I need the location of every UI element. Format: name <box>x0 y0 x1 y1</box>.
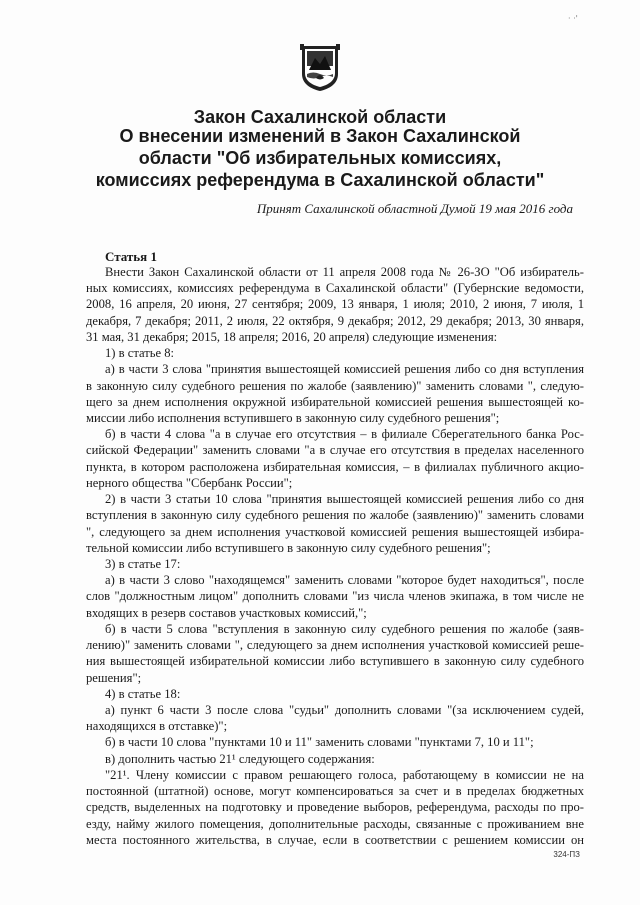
body-line: 31 мая, 31 декабря; 2015, 18 апреля; 2016, 20 апреля) следующие изменения: <box>86 329 498 344</box>
body-line: сийской Федерации" заменить словами "а в случае его отсутствия в пределах населенного <box>86 443 584 458</box>
body-line: миссии либо исполнения вступившего в законную силу судебного решения"; <box>86 411 500 425</box>
body-line: 2) в части 3 статьи 10 слова "принятия вышестоящей комиссией решения либо со дня <box>105 492 584 507</box>
body-line: лению)" заменить словами ", следующего за днем исполнения участковой комиссией реше- <box>86 638 584 653</box>
body-line: решения"; <box>86 670 142 685</box>
body-line: ", следующего за днем исполнения участковой комиссией решения вышестоящей избира- <box>86 524 584 539</box>
body-line: 1) в статье 8: <box>105 346 175 361</box>
body-line: входящих в резерв составов участковых комиссий,"; <box>86 605 367 620</box>
body-line: а) в части 3 слово "находящемся" заменить словами "которое будет находиться", после <box>105 573 584 588</box>
body-line: пункта, в котором расположена избирательная комиссия, – в филиалах публичного акцио- <box>86 459 584 474</box>
body-line: ния вышестоящей избирательной комиссии либо вступившего в законную силу судебного <box>86 654 584 669</box>
body-line: вступления в законную силу судебного решения по жалобе (заявлению)" заменить словами <box>86 508 584 523</box>
title-line-4: комиссиях референдума в Сахалинской области" <box>95 170 545 190</box>
body-line: щего за днем исполнения окружной избирательной комиссией решения вышестоящей ко- <box>86 394 584 409</box>
body-line: езду, найму жилого помещения, дополнительные расходы, связанные с проживанием вне <box>86 816 584 831</box>
body-line: декабря, 7 декабря; 2011, 2 июля, 22 октября, 9 декабря; 2012, 29 декабря; 2013, 30 января, <box>86 313 584 328</box>
body-line: ных комиссиях, комиссиях референдума в Сахалинской области" (Губернские ведомости, <box>86 281 584 296</box>
body-line: б) в части 10 слова "пунктами 10 и 11" заменить словами "пунктами 7, 10 и 11"; <box>105 735 534 750</box>
body-line: 2008, 16 апреля, 20 июня, 27 сентября; 2009, 13 января, 1 июля; 2010, 2 июня, 7 июля, 1 <box>86 297 584 312</box>
body-line: в законную силу судебного решения по жалобе (заявлению)" заменить словами ", следую- <box>86 378 584 393</box>
adoption-date: Принят Сахалинской областной Думой 19 мая 2016 года <box>256 201 573 216</box>
body-line: б) в части 4 слова "а в случае его отсутствия – в филиале Сберегательного банка Рос- <box>105 427 584 442</box>
body-line: а) в части 3 слова "принятия вышестоящей комиссией решения либо со дня вступления <box>105 362 584 377</box>
body-line: а) пункт 6 части 3 после слова "судьи" дополнить словами "(за исключением судей, <box>105 703 584 717</box>
title-line-1: Закон Сахалинской области <box>193 107 447 127</box>
body-line: слов "должностным лицом" дополнить словами "из числа членов экипажа, в том числе не <box>86 589 584 604</box>
article-heading: Статья 1 <box>105 249 157 264</box>
title-line-2: О внесении изменений в Закон Сахалинской <box>119 126 521 146</box>
scan-speck: · ·' <box>568 14 578 23</box>
title-line-3: области "Об избирательных комиссиях, <box>138 148 502 168</box>
body-line: постоянной (штатной) основе, могут компенсироваться за счет и в пределах бюджетных <box>86 784 584 799</box>
page-footer-code: 324-ПЗ <box>553 850 580 859</box>
body-line: б) в части 5 слова "вступления в законную силу судебного решения по жалобе (заяв- <box>105 621 584 636</box>
sakhalin-coat-of-arms-icon <box>299 44 341 92</box>
body-line: "21¹. Члену комиссии с правом решающего голоса, работающему в комиссии не на <box>105 767 584 782</box>
body-line: Внести Закон Сахалинской области от 11 апреля 2008 года № 26-ЗО "Об избиратель- <box>105 265 584 279</box>
body-line: средств, выделенных на подготовку и проведение выборов, референдума, расходы по про- <box>86 800 584 815</box>
body-line: в) дополнить частью 21¹ следующего содержания: <box>105 751 375 766</box>
body-line: 3) в статье 17: <box>105 557 181 571</box>
body-line: 4) в статье 18: <box>105 686 181 701</box>
body-line: нерного общества "Сбербанк России"; <box>86 475 293 490</box>
body-line: тельной комиссии либо вступившего в законную силу судебного решения"; <box>86 540 491 555</box>
body-line: места постоянного жительства, в случае, если в соответствии с решением комиссии он <box>86 832 584 847</box>
body-line: находящихся в отставке)"; <box>86 719 228 734</box>
